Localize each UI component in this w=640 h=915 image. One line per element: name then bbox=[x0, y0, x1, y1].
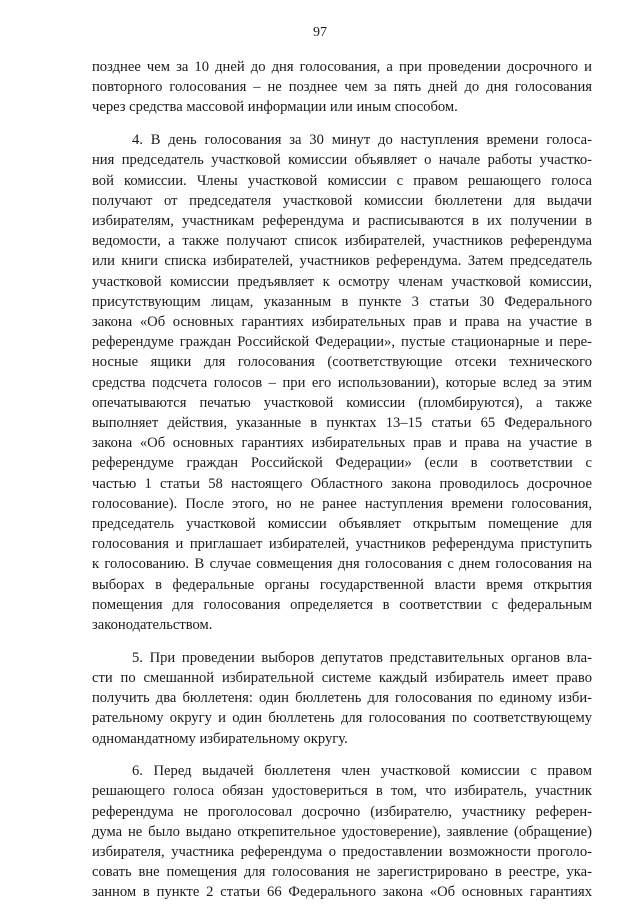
text-line: голосование). После этого, но не ранее наступления времени голосования, bbox=[92, 495, 592, 512]
text-line: закона «Об основных гарантиях избирательных прав и права на участие в bbox=[92, 313, 592, 330]
text-line: выборах в федеральные органы государственной власти время открытия bbox=[92, 576, 592, 593]
text-line: повторного голосования – не позднее чем за пять дней до дня голосования bbox=[92, 79, 592, 96]
text-line: референдуме граждан Российской Федерации» (если в соответствии с bbox=[92, 455, 592, 472]
text-line: ния председатель участковой комиссии объявляет о начале работы участко- bbox=[92, 152, 592, 169]
paragraph bbox=[92, 761, 592, 902]
document-body bbox=[92, 57, 592, 915]
text-line: участковой комиссии предъявляет к осмотру членам участковой комиссии, bbox=[92, 273, 592, 290]
text-line: сти по смешанной избирательной системе каждый избиратель имеет право bbox=[92, 669, 592, 686]
text-line: к голосованию. В случае совмещения дня голосования с днем голосования на bbox=[92, 556, 592, 573]
text-line: 4. В день голосования за 30 минут до наступления времени голоса- bbox=[132, 132, 592, 149]
text-line: через средства массовой информации или иным способом. bbox=[92, 99, 458, 116]
text-line: получить два бюллетеня: один бюллетень для голосования по единому изби- bbox=[92, 690, 592, 707]
text-line: 6. Перед выдачей бюллетеня член участковой комиссии с правом bbox=[132, 763, 592, 780]
text-line: председатель участковой комиссии объявляет открытым помещение для bbox=[92, 515, 592, 532]
text-line: законодательством. bbox=[92, 616, 213, 633]
text-line: опечатываются печатью участковой комиссии (пломбируются), а также bbox=[92, 394, 592, 411]
paragraph bbox=[92, 130, 592, 635]
text-line: решающего голоса обязан удостовериться в том, что избиратель, участник bbox=[92, 783, 592, 800]
text-line: выполняет действия, указанные в пунктах 13–15 статьи 65 Федерального bbox=[92, 414, 592, 431]
text-line: одномандатному избирательному округу. bbox=[92, 730, 348, 747]
text-line: референдума не проголосовал досрочно (избирателю, участнику референ- bbox=[92, 803, 592, 820]
text-line: избирателям, участникам референдума и расписываются в их получении в bbox=[92, 212, 592, 229]
text-line: рательному округу и один бюллетень для голосования по соответствующему bbox=[92, 710, 592, 727]
text-line: носные ящики для голосования (соответствующие отсеки технического bbox=[92, 354, 592, 371]
text-line: совать вне помещения для голосования не зарегистрировано в реестре, ука- bbox=[92, 864, 592, 881]
text-line: закона «Об основных гарантиях избирательных прав и права на участие в bbox=[92, 435, 592, 452]
text-line: ведомости, а также получают список избирателей, участников референдума bbox=[92, 233, 592, 250]
text-line: референдуме граждан Российской Федерации», пустые стационарные и пере- bbox=[92, 334, 592, 351]
text-line: избирателя, участника референдума о предоставлении возможности проголо- bbox=[92, 844, 592, 861]
paragraph bbox=[92, 57, 592, 118]
text-line: занном в пункте 2 статьи 66 Федерального закона «Об основных гарантиях bbox=[92, 884, 592, 901]
text-line: вой комиссии. Члены участковой комиссии с правом решающего голоса bbox=[92, 172, 592, 189]
text-line: голосования и приглашает избирателей, участников референдума приступить bbox=[92, 536, 592, 553]
text-line: позднее чем за 10 дней до дня голосования, а при проведении досрочного и bbox=[92, 59, 592, 75]
text-line: присутствующим лицам, указанным в пункте 3 статьи 30 Федерального bbox=[92, 293, 592, 310]
text-line: получают от председателя участковой комиссии бюллетени для выдачи bbox=[92, 192, 592, 209]
text-line: частью 1 статьи 58 настоящего Областного закона проводилось досрочное bbox=[92, 475, 592, 492]
paragraph bbox=[92, 648, 592, 749]
page-number: 97 bbox=[313, 25, 327, 40]
text-line: средства подсчета голосов – при его использовании), которые вслед за этим bbox=[92, 374, 592, 391]
text-line: или книги списка избирателей, участников референдума. Затем председатель bbox=[92, 253, 592, 270]
text-line: дума не было выдано открепительное удостоверение), заявление (обращение) bbox=[92, 823, 592, 840]
text-line: 5. При проведении выборов депутатов представительных органов вла- bbox=[132, 649, 592, 666]
text-line: помещения для голосования определяется в соответствии с федеральным bbox=[92, 596, 592, 613]
